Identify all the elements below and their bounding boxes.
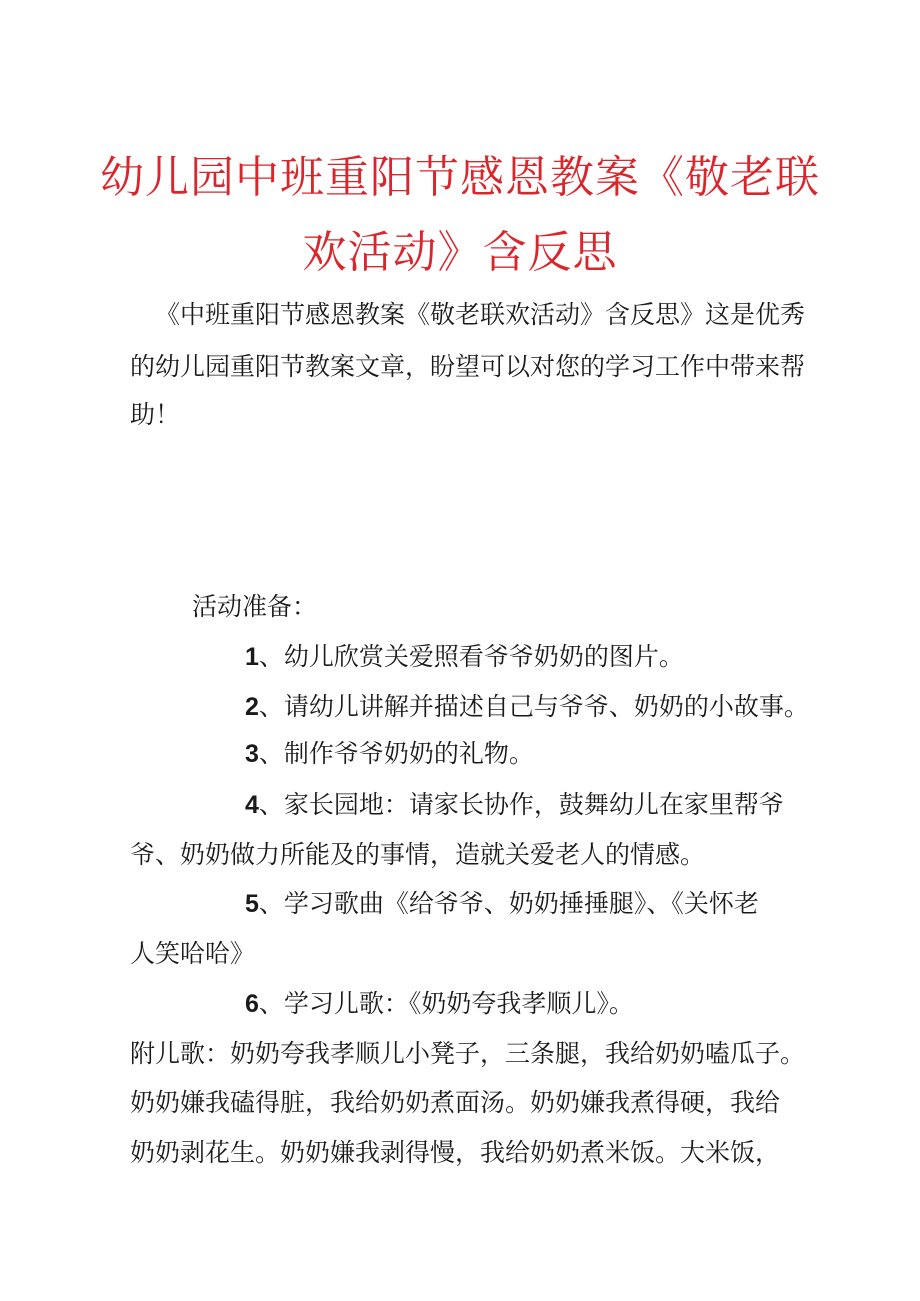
list-item (245, 640, 684, 674)
song-line-1: 附儿歌：奶奶夸我孝顺儿小凳子，三条腿，我给奶奶嗑瓜子。 (130, 1039, 806, 1068)
list-item-continuation: 人笑哈哈》 (130, 939, 256, 968)
document-title-line-2: 欢活动》含反思 (302, 227, 618, 278)
item-number: 2 (245, 693, 259, 721)
song-line-3: 奶奶剥花生。奶奶嫌我剥得慢，我给奶奶煮米饭。大米饭， (130, 1138, 781, 1167)
item-text: 、家长园地：请家长协作，鼓舞幼儿在家里帮爷 (258, 790, 784, 819)
section-heading: 活动准备： (192, 592, 318, 621)
item-text: 、幼儿欣赏关爱照看爷爷奶奶的图片。 (258, 642, 684, 671)
item-number: 6 (245, 990, 259, 1018)
list-item (245, 788, 784, 822)
item-text: 、请幼儿讲解并描述自己与爷爷、奶奶的小故事。 (258, 692, 809, 721)
item-text: 、学习儿歌：《奶奶夸我孝顺儿》。 (258, 989, 634, 1018)
item-number: 4 (245, 791, 259, 819)
intro-line-2: 的幼儿园重阳节教案文章，盼望可以对您的学习工作中带来帮 (130, 352, 806, 381)
item-text: 、制作爷爷奶奶的礼物。 (258, 739, 534, 768)
item-number: 3 (245, 740, 259, 768)
item-number: 5 (245, 890, 259, 918)
list-item-continuation: 爷、奶奶做力所能及的事情，造就关爱老人的情感。 (130, 840, 706, 869)
song-line-2: 奶奶嫌我磕得脏，我给奶奶煮面汤。奶奶嫌我煮得硬，我给 (130, 1088, 781, 1117)
document-title-line-1: 幼儿园中班重阳节感恩教案《敬老联 (100, 152, 820, 203)
intro-line-1: 《中班重阳节感恩教案《敬老联欢活动》含反思》这是优秀 (155, 300, 806, 329)
intro-line-3: 助！ (130, 400, 181, 429)
list-item (245, 887, 759, 921)
list-item (245, 987, 634, 1021)
list-item (245, 737, 534, 771)
item-text: 、学习歌曲《给爷爷、奶奶捶捶腿》、《关怀老 (258, 889, 759, 918)
list-item (245, 690, 809, 724)
item-number: 1 (245, 643, 259, 671)
